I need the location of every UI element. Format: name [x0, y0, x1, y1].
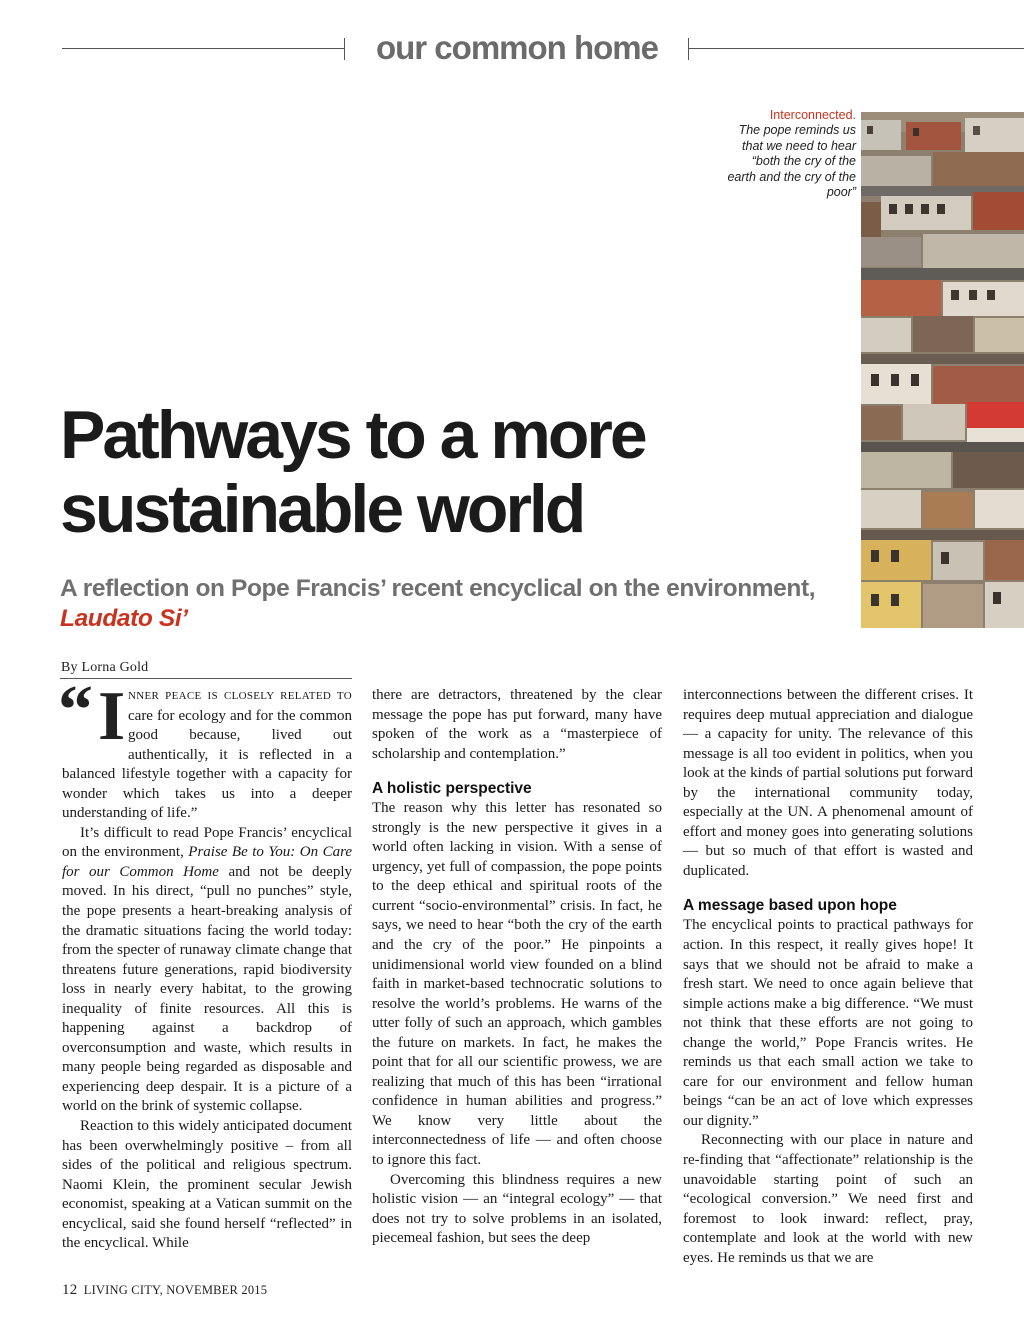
article-paragraph: Overcoming this blindness requires a new holistic vision — an “integral ecology” — that does not try to solve problems in an isolated, piecemeal fashion, but sees the deep — [372, 1171, 662, 1247]
deck — [60, 574, 840, 634]
caption-text: The pope reminds us that we need to hear “both the cry of the earth and the cry of the poor” — [727, 123, 856, 200]
deck-title: Laudato Si’ — [60, 605, 188, 632]
caption-heading: Interconnected. — [769, 108, 856, 122]
section-rule-right — [688, 48, 1024, 49]
subhead-hope: A message based upon hope — [683, 897, 897, 915]
lead-rest: care for ecology and for the common good because, lived out authentically, it is reflected in a balanced lifestyle together with a capacity for wonder which takes us into a deeper understanding of life.” — [62, 707, 352, 822]
section-title: our common home — [375, 29, 659, 66]
section-tick-left — [344, 38, 345, 60]
drop-cap-quote: “ — [58, 672, 93, 749]
article-column-2 — [372, 686, 662, 1249]
hillside-houses-photo — [861, 112, 1024, 628]
lead-smallcaps: NNER PEACE IS CLOSELY RELATED TO — [128, 690, 352, 702]
article-paragraph: Reaction to this widely anticipated document has been overwhelmingly positive – from all sides of the political and religious spectrum. Naomi Klein, the prominent secular Jewish economist, speaking at a Vatican summit on the encyclical, said she found herself “reflected” in the encyclical. While — [62, 1118, 352, 1252]
drop-cap-letter: I — [98, 678, 126, 755]
headline-line-1: Pathways to a more — [60, 397, 645, 473]
article-column-3 — [683, 686, 973, 1268]
article-paragraph: The encyclical points to practical pathways for action. In this respect, it really gives hope! It says that we should not be afraid to make a fresh start. We need to once again believe that simple actions make a big difference. “We must not think that these efforts are not going to change the world,” Pope Francis writes. He reminds us that each small action we take to care for our environment and fellow human beings “can be an act of love which expresses our dignity.” — [683, 917, 973, 1129]
article-column-1 — [58, 672, 353, 1254]
subhead-holistic: A holistic perspective — [372, 780, 532, 798]
article-paragraph: The reason why this letter has resonated so strongly is the new perspective it gives in a world often lacking in vision. With a sense of urgency, yet full of compassion, the pope points to the deep ethical and spiritual roots of the current “socio-environmental” crisis. In fact, he says, we need to hear “both the cry of the earth and the cry of the poor.” He pinpoints a unidimensional world view founded on a blind faith in market-based technocratic solutions to resolve the world’s problems. He warns of the utter folly of such an approach, which gambles the future on markets. In fact, he makes the point that for all our scientific prowess, we are realizing that much of this has been “irrational confidence in human abilities and progress.” We know very little about the interconnectedness of life — and often choose to ignore this fact. — [372, 800, 662, 1169]
article-paragraph — [58, 672, 352, 824]
page-footer — [62, 1282, 267, 1299]
article-paragraph — [62, 824, 352, 1117]
drop-cap — [58, 672, 126, 755]
photo-caption — [720, 108, 856, 200]
publication-line: LIVING CITY, NOVEMBER 2015 — [83, 1283, 268, 1297]
deck-text: A reflection on Pope Francis’ recent encyclical on the environment, — [60, 575, 816, 602]
article-paragraph: there are detractors, threatened by the clear message the pope has put forward, many have spoken of the work as a “masterpiece of scholarship and contemplation.” — [372, 687, 662, 762]
page-number: 12 — [62, 1282, 78, 1298]
headline — [60, 398, 850, 546]
article-paragraph: interconnections between the different crises. It requires deep mutual appreciation and dialogue — a capacity for unity. The relevance of this message is all too evident in politics, when you look at the kinds of partial solutions put forward by the international community today, especially at the UN. A phenomenal amount of effort and money goes into generating solutions — but so much of that effort is wasted and duplicated. — [683, 687, 973, 879]
section-rule-left — [62, 48, 344, 49]
byline-text: By Lorna Gold — [61, 660, 149, 675]
paragraph-text: and not be deeply moved. In his direct, “pull no punches” style, the pope presents a heart-breaking analysis of the dramatic situations facing the world today: from the specter of runaway climate change that threatens future generations, rapid biodiversity loss in nearly every habitat, to the growing inequality of finite resources. All this is happening against a backdrop of overconsumption and waste, which results in many people being regarded as disposable and experiencing deep despair. It is a picture of a world on the brink of systemic collapse. — [62, 863, 352, 1115]
encyclical-title: Praise Be to You: On Care for our Common Home — [62, 844, 353, 880]
paragraph-text: It’s difficult to read Pope Francis’ encyclical on the environment, — [62, 824, 352, 861]
section-tick-right — [688, 38, 689, 60]
article-paragraph: Reconnecting with our place in nature and re-finding that “affectionate” relationship is the unavoidable starting point of such an “ecological conversion.” We need first and foremost to look inward: reflect, pray, contemplate and look at the world with new eyes. He reminds us that we are — [683, 1132, 973, 1266]
headline-line-2: sustainable world — [60, 471, 584, 547]
